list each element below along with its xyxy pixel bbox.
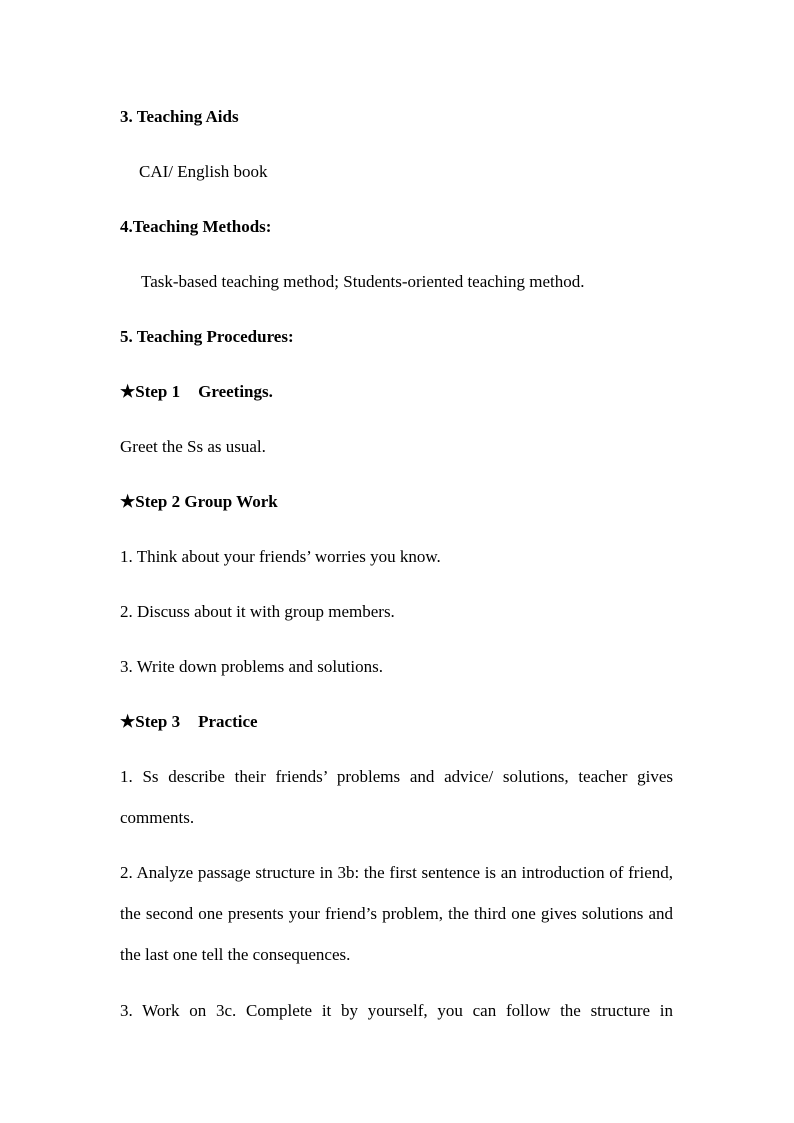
step3-item-2: 2. Analyze passage structure in 3b: the first sentence is an introduction of friend, the second one presents your friend’s problem, the third one gives solutions and the last one tell the consequences. [120, 863, 673, 964]
step1-label: ★Step 1 [120, 382, 181, 401]
step3-item-3: 3. Work on 3c. Complete it by yourself, you can follow the structure in [120, 1001, 673, 1020]
step3-item-1: 1. Ss describe their friends’ problems and advice/ solutions, teacher gives comments. [120, 767, 673, 827]
teaching-methods-content: Task-based teaching method; Students-oriented teaching method. [141, 272, 585, 291]
step2-heading: ★Step 2 Group Work [120, 492, 278, 511]
teaching-procedures-heading: 5. Teaching Procedures: [120, 327, 294, 346]
step1-title: Greetings. [198, 382, 273, 401]
step1-heading [120, 382, 273, 402]
step2-item-3: 3. Write down problems and solutions. [120, 657, 383, 676]
step2-item-2: 2. Discuss about it with group members. [120, 602, 395, 621]
teaching-aids-content: CAI/ English book [139, 162, 268, 181]
step3-label: ★Step 3 [120, 712, 181, 731]
step1-content: Greet the Ss as usual. [120, 437, 266, 456]
teaching-methods-heading: 4.Teaching Methods: [120, 217, 272, 236]
step3-heading [120, 712, 258, 732]
step2-item-1: 1. Think about your friends’ worries you know. [120, 547, 441, 566]
teaching-aids-heading: 3. Teaching Aids [120, 107, 239, 126]
step3-title: Practice [198, 712, 258, 731]
